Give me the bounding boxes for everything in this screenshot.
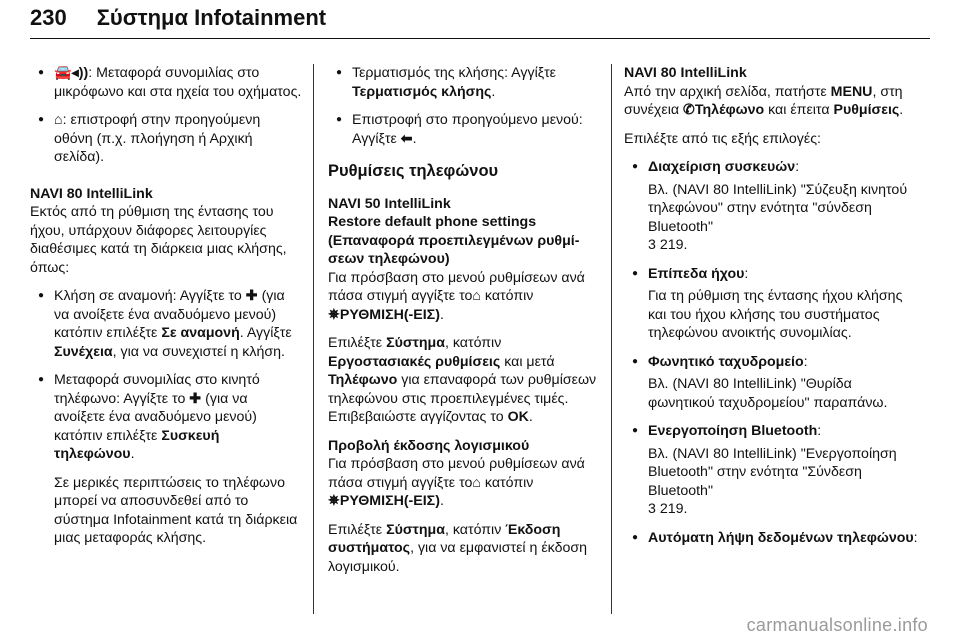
paragraph: Εκτός από τη ρύθμιση της έντασης του ήχου, υπάρχουν διάφορες λειτουργίες διαθέσιμες κατά τη διάρκεια μιας κλήσης, όπως:: [30, 204, 287, 276]
list-item: ● Φωνητικό ταχυδρομείο:: [624, 353, 920, 372]
page-ref: 3 219.: [648, 237, 688, 253]
settings-icon: ✵: [328, 493, 340, 509]
plus-icon: ✚: [189, 390, 202, 407]
page-title: Σύστημα Infotainment: [96, 5, 327, 30]
page-header: [30, 5, 326, 31]
restore-heading: Restore default phone settings (Επαναφορά προεπιλεγμένων ρυθμίσεων τηλεφώνου): [328, 214, 580, 267]
navi80-heading: NAVI 80 IntelliLink: [624, 65, 747, 81]
paragraph: Για πρόσβαση στο μενού ρυθμίσεων ανά πάσα στιγμή αγγίξτε το⌂ κατόπιν ✵ΡΥΘΜΙΣΗ(-ΕΙΣ).: [328, 456, 585, 509]
list-item: ● Επιστροφή στο προηγούμενο μενού: Αγγίξτε ⬅.: [328, 111, 600, 148]
home-icon: ⌂: [54, 112, 63, 128]
navi50-heading: NAVI 50 IntelliLink: [328, 195, 451, 212]
paragraph: Βλ. (NAVI 80 IntelliLink) "Σύζευξη κινητού τηλεφώνου" στην ενότητα "σύνδεση Bluetooth" 3 219.: [648, 181, 908, 253]
software-heading: Προβολή έκδοσης λογισμικού: [328, 437, 530, 454]
list-item: ● Ενεργοποίηση Bluetooth:: [624, 422, 920, 441]
paragraph: Από την αρχική σελίδα, πατήστε MENU, στη συνέχεια ✆Τηλέφωνο και έπειτα Ρυθμίσεις.: [624, 83, 904, 118]
paragraph: Επιλέξτε Σύστημα, κατόπιν Εργοστασιακές ρυθμίσεις και μετά Τηλέφωνο για επαναφορά των ρυθμίσεων τηλεφώνου στις προεπιλεγμένες τιμές. Επιβεβαιώστε αγγίζοντας το OK.: [328, 335, 597, 425]
paragraph: Επιλέξτε Σύστημα, κατόπιν Έκδοση συστήματος, για να εμφανιστεί η έκδοση λογισμικού.: [328, 521, 588, 575]
paragraph: Επιλέξτε από τις εξής επιλογές:: [624, 130, 821, 147]
home-icon: ⌂: [472, 288, 481, 304]
list-item: ● Μεταφορά συνομιλίας στο κινητό τηλέφωνο: Αγγίξτε το ✚ (για να ανοίξετε ένα αναδυόμενο μενού) κατόπιν επιλέξτε Συσκευή τηλεφώνου.: [30, 371, 302, 464]
section-title: Ρυθμίσεις τηλεφώνου: [328, 162, 499, 180]
column-3: [624, 64, 920, 551]
paragraph: Για τη ρύθμιση της έντασης ήχου κλήσης και του ήχου κλήσης του συστήματος τηλεφώνου ανοικτής συνομιλίας.: [648, 288, 903, 341]
header-rule: [30, 38, 930, 39]
home-icon: ⌂: [472, 474, 481, 491]
list-item: ● 🚘◂)): Μεταφορά συνομιλίας στο μικρόφωνο και στα ηχεία του οχήματος.: [30, 64, 302, 101]
list-item: ● Διαχείριση συσκευών:: [624, 158, 920, 177]
list-item: ● Αυτόματη λήψη δεδομένων τηλεφώνου:: [624, 529, 920, 548]
column-divider-1: [313, 64, 314, 614]
navi80-heading: NAVI 80 IntelliLink: [30, 185, 153, 202]
watermark: carmanualsonline.info: [746, 615, 928, 635]
list-item: ● ⌂: επιστροφή στην προηγούμενη οθόνη (π.χ. πλοήγηση ή Αρχική σελίδα).: [30, 111, 302, 167]
paragraph: Σε μερικές περιπτώσεις το τηλέφωνο μπορεί να αποσυνδεθεί από το σύστημα Infotainment κατά τη διάρκεια μιας μεταφοράς κλήσης.: [54, 474, 298, 546]
car-speaker-icon: 🚘◂)): [54, 65, 89, 81]
plus-icon: ✚: [245, 288, 258, 304]
column-2: [328, 64, 600, 586]
list-item: ● Τερματισμός της κλήσης: Αγγίξτε Τερματισμός κλήσης.: [328, 64, 600, 101]
page-number: 230: [30, 5, 67, 30]
paragraph: Βλ. (NAVI 80 IntelliLink) "Ενεργοποίηση Bluetooth" στην ενότητα "Σύνδεση Bluetooth" 3 219.: [648, 445, 897, 517]
column-1: [30, 64, 302, 558]
list-item: ● Επίπεδα ήχου:: [624, 265, 920, 284]
paragraph: Για πρόσβαση στο μενού ρυθμίσεων ανά πάσα στιγμή αγγίξτε το⌂ κατόπιν ✵ΡΥΘΜΙΣΗ(-ΕΙΣ).: [328, 269, 585, 323]
column-divider-2: [611, 64, 612, 614]
phone-icon: ✆: [683, 102, 695, 118]
settings-icon: ✵: [328, 306, 340, 323]
list-item: ● Κλήση σε αναμονή: Αγγίξτε το ✚ (για να ανοίξετε ένα αναδυόμενο μενού) κατόπιν επιλέξτε Σε αναμονή. Αγγίξτε Συνέχεια, για να συνεχιστεί η κλήση.: [30, 287, 302, 361]
page-ref: 3 219.: [648, 501, 688, 517]
paragraph: Βλ. (NAVI 80 IntelliLink) "Θυρίδα φωνητικού ταχυδρομείου" παραπάνω.: [648, 376, 888, 411]
back-arrow-icon: ⬅: [400, 130, 413, 147]
